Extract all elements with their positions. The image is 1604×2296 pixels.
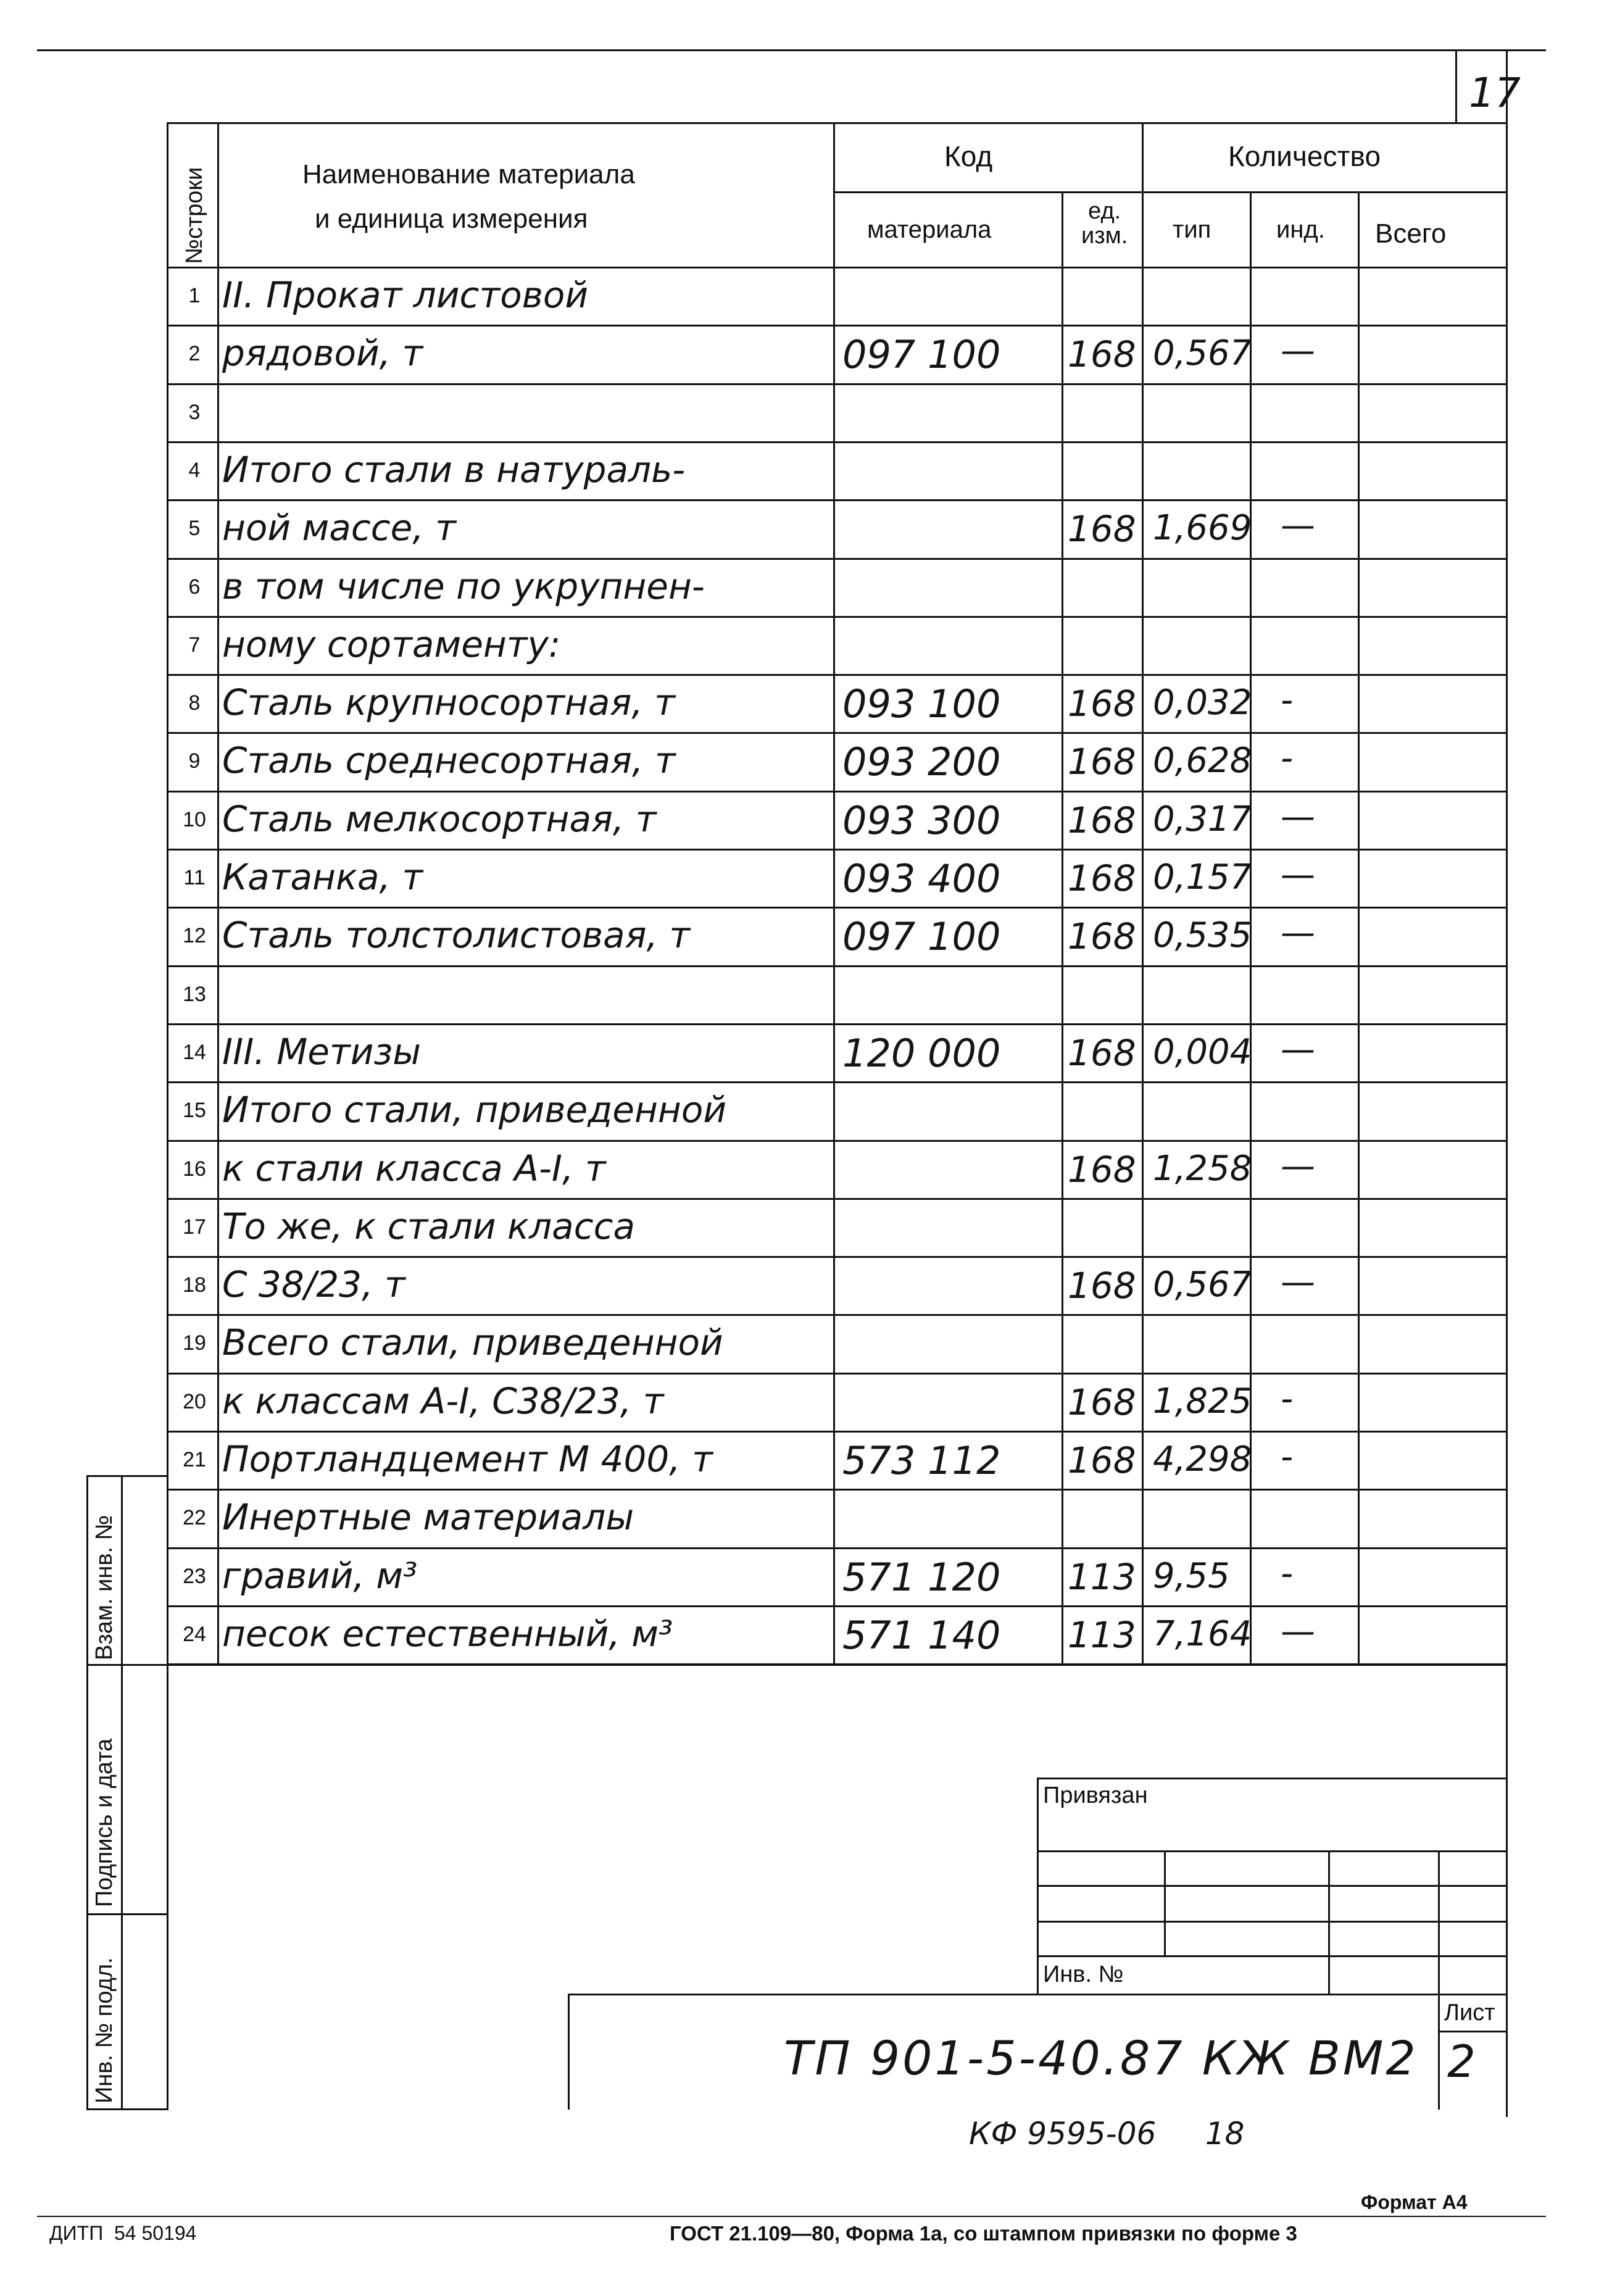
- unit-code: 168: [1068, 333, 1136, 376]
- material-name: ной массе, т: [222, 507, 456, 549]
- row-line: [167, 441, 1508, 443]
- quantity-type: 0,317: [1153, 799, 1252, 839]
- unit-code: 168: [1068, 1148, 1136, 1191]
- stamp-grid-line1: [1037, 1850, 1508, 1852]
- unit-code: 168: [1068, 683, 1136, 725]
- unit-code: 168: [1068, 915, 1136, 958]
- row-line: [167, 558, 1508, 560]
- row-line: [167, 325, 1508, 327]
- quantity-type: 4,298: [1153, 1439, 1252, 1479]
- row-line: [167, 1023, 1508, 1025]
- unit-code: 168: [1068, 1265, 1136, 1307]
- unit-code: 168: [1068, 508, 1136, 551]
- material-name: Итого стали, приведенной: [222, 1089, 727, 1131]
- row-line: [167, 1198, 1508, 1200]
- material-name: Портландцемент М 400, т: [222, 1438, 713, 1480]
- row-number: 4: [188, 458, 201, 482]
- row-number: 7: [188, 633, 201, 657]
- material-name: Инертные материалы: [222, 1496, 634, 1539]
- material-name: Всего стали, приведенной: [222, 1321, 723, 1364]
- footer-format: Формат А4: [1361, 2191, 1468, 2213]
- header-name-line2: и единица измерения: [315, 204, 588, 234]
- row-number: 10: [183, 807, 206, 831]
- quantity-ind: —: [1281, 1611, 1315, 1652]
- quantity-type: 7,164: [1153, 1613, 1252, 1654]
- material-name: III. Метизы: [222, 1030, 422, 1073]
- quantity-type: 0,032: [1153, 683, 1252, 723]
- material-code: 571 120: [842, 1554, 1001, 1600]
- stamp-grid-vline3: [1438, 1850, 1440, 2110]
- unit-code: 168: [1068, 741, 1136, 783]
- material-code: 573 112: [842, 1438, 1001, 1483]
- row-number: 24: [183, 1622, 206, 1646]
- stamp-designation-top: [568, 1994, 1508, 1995]
- stamp-privyazan-top: [1037, 1778, 1508, 1779]
- top-border-line: [37, 49, 1546, 51]
- row-number: 14: [183, 1040, 206, 1064]
- stamp-grid-vline2: [1328, 1850, 1330, 1994]
- material-name: То же, к стали класса: [222, 1205, 636, 1247]
- unit-code: 113: [1068, 1555, 1136, 1598]
- header-code: Код: [944, 140, 993, 172]
- unit-code: 168: [1068, 1381, 1136, 1423]
- col-line-rowno: [217, 122, 219, 1665]
- quantity-type: 0,628: [1153, 741, 1252, 781]
- material-name: С 38/23, т: [222, 1263, 405, 1306]
- row-line: [167, 849, 1508, 851]
- stamp-inv-no: Инв. №: [1043, 1961, 1124, 1987]
- row-number: 18: [183, 1273, 206, 1297]
- quantity-ind: —: [1281, 505, 1315, 546]
- row-line: [167, 1605, 1508, 1607]
- header-qty-total: Всего: [1375, 218, 1447, 249]
- unit-code: 113: [1068, 1613, 1136, 1656]
- footer-left: ДИТП 54 50194: [49, 2222, 197, 2244]
- material-name: рядовой, т: [222, 332, 423, 375]
- row-line: [167, 1140, 1508, 1142]
- material-name: Сталь мелкосортная, т: [222, 797, 657, 840]
- material-code: 093 300: [842, 797, 1001, 843]
- header-row-no: №строки: [181, 167, 207, 264]
- material-code: 097 100: [842, 332, 1001, 378]
- row-number: 22: [183, 1506, 206, 1530]
- header-code-material: материала: [867, 216, 992, 243]
- side-strip-sep1: [86, 1664, 168, 1666]
- row-number: 3: [188, 400, 201, 424]
- stamp-privyazan: Привязан: [1043, 1782, 1148, 1808]
- row-line: [167, 791, 1508, 792]
- row-number: 8: [188, 691, 201, 715]
- header-quantity: Количество: [1228, 140, 1381, 172]
- row-number: 5: [188, 517, 201, 541]
- row-line: [167, 1081, 1508, 1083]
- row-line: [167, 674, 1508, 676]
- quantity-ind: -: [1281, 1378, 1294, 1419]
- row-line: [167, 732, 1508, 734]
- unit-code: 168: [1068, 1439, 1136, 1481]
- quantity-ind: -: [1281, 1437, 1294, 1477]
- stamp-designation: ТП 901-5-40.87 КЖ ВМ2: [784, 2031, 1418, 2086]
- row-number: 17: [183, 1215, 206, 1239]
- material-name: II. Прокат листовой: [222, 274, 589, 316]
- row-number: 16: [183, 1157, 206, 1181]
- header-code-unit-line1: ед.: [1088, 198, 1121, 224]
- side-label-vzam: Взам. инв. №: [91, 1515, 117, 1660]
- row-number: 2: [188, 342, 201, 366]
- side-strip-top: [86, 1475, 168, 1477]
- col-line-name: [833, 122, 835, 1665]
- table-bottom-line: [167, 1664, 1508, 1666]
- side-label-inv-podl: Инв. № подл.: [91, 1957, 117, 2103]
- row-number: 21: [183, 1448, 206, 1471]
- material-name: ному сортаменту:: [222, 623, 561, 665]
- stamp-designation-left: [568, 1994, 570, 2110]
- side-label-podpis: Подпись и дата: [91, 1738, 117, 1907]
- material-name: Сталь толстолистовая, т: [222, 914, 691, 957]
- material-name: гравий, м³: [222, 1554, 418, 1597]
- quantity-ind: —: [1281, 913, 1315, 954]
- footer-rule: [37, 2216, 1546, 2217]
- quantity-ind: -: [1281, 738, 1294, 779]
- quantity-type: 0,567: [1153, 333, 1252, 374]
- col-line-ind: [1358, 191, 1360, 1665]
- unit-code: 168: [1068, 1031, 1136, 1074]
- row-number: 15: [183, 1099, 206, 1123]
- row-number: 13: [183, 982, 206, 1006]
- unit-code: 168: [1068, 799, 1136, 841]
- material-code: 097 100: [842, 914, 1001, 960]
- header-code-unit-line2: изм.: [1081, 223, 1128, 249]
- row-line: [167, 499, 1508, 501]
- row-line: [167, 907, 1508, 909]
- material-name: Итого стали в натураль-: [222, 448, 686, 491]
- quantity-type: 1,825: [1153, 1381, 1252, 1421]
- quantity-ind: —: [1281, 331, 1315, 372]
- row-line: [167, 1256, 1508, 1258]
- header-name-line1: Наименование материала: [302, 159, 635, 189]
- material-name: Сталь среднесортная, т: [222, 739, 676, 782]
- row-number: 9: [188, 749, 201, 773]
- quantity-ind: —: [1281, 855, 1315, 895]
- header-mid-line: [833, 191, 1508, 193]
- row-number: 1: [188, 284, 201, 307]
- row-line: [167, 965, 1508, 967]
- quantity-type: 1,258: [1153, 1148, 1252, 1189]
- unit-code: 168: [1068, 857, 1136, 899]
- material-code: 093 400: [842, 856, 1001, 901]
- quantity-ind: —: [1281, 1146, 1315, 1186]
- row-line: [167, 1547, 1508, 1549]
- quantity-type: 9,55: [1153, 1555, 1230, 1596]
- stamp-list-label: Лист: [1444, 2000, 1495, 2026]
- quantity-ind: -: [1281, 1553, 1294, 1594]
- row-line: [167, 383, 1508, 385]
- material-name: Сталь крупносортная, т: [222, 681, 676, 724]
- quantity-ind: —: [1281, 1029, 1315, 1070]
- side-strip-left: [86, 1475, 88, 2110]
- stamp-grid-vline1: [1164, 1850, 1166, 1955]
- page-number-box-left: [1455, 49, 1457, 123]
- row-line: [167, 616, 1508, 618]
- material-code: 093 200: [842, 739, 1001, 785]
- material-name: песок естественный, м³: [222, 1612, 673, 1655]
- footer-gost: ГОСТ 21.109—80, Форма 1а, со штампом привязки по форме 3: [670, 2222, 1297, 2245]
- page-number: 17: [1469, 69, 1521, 117]
- side-strip-bottom: [86, 2108, 168, 2110]
- table-top-border: [167, 122, 1508, 124]
- quantity-type: 0,004: [1153, 1031, 1252, 1072]
- quantity-ind: —: [1281, 796, 1315, 837]
- row-line: [167, 1314, 1508, 1316]
- header-code-unit: [1081, 199, 1128, 248]
- col-line-code-material: [1062, 191, 1063, 1665]
- material-code: 093 100: [842, 681, 1001, 727]
- table-left-border: [167, 122, 168, 2110]
- stamp-list-sep: [1438, 2031, 1508, 2032]
- side-strip-sep2: [86, 1913, 168, 1915]
- row-line: [167, 1431, 1508, 1433]
- side-strip-right: [121, 1475, 123, 2110]
- material-name: к классам А-I, С38/23, т: [222, 1379, 664, 1422]
- header-qty-ind: инд.: [1276, 216, 1325, 243]
- material-code: 571 140: [842, 1612, 1001, 1658]
- row-number: 6: [188, 575, 201, 599]
- quantity-type: 1,669: [1153, 508, 1252, 549]
- stamp-grid-line3: [1037, 1921, 1508, 1923]
- header-qty-type: тип: [1173, 216, 1211, 243]
- quantity-type: 0,157: [1153, 857, 1252, 897]
- quantity-ind: -: [1281, 680, 1294, 721]
- material-name: в том числе по укрупнен-: [222, 565, 705, 607]
- header-bottom-line: [167, 267, 1508, 268]
- material-name: Катанка, т: [222, 856, 423, 898]
- stamp-sheet-number: 2: [1447, 2036, 1476, 2087]
- quantity-type: 0,535: [1153, 915, 1252, 956]
- col-line-code: [1142, 122, 1144, 1665]
- quantity-ind: —: [1281, 1262, 1315, 1303]
- stamp-grid-line4: [1037, 1955, 1508, 1957]
- material-code: 120 000: [842, 1030, 1001, 1076]
- stamp-grid-line2: [1037, 1885, 1508, 1887]
- row-number: 19: [183, 1331, 206, 1355]
- row-number: 12: [183, 924, 206, 948]
- row-line: [167, 1489, 1508, 1491]
- row-line: [167, 1373, 1508, 1375]
- row-number: 20: [183, 1389, 206, 1413]
- row-number: 23: [183, 1564, 206, 1588]
- hand-note: КФ 9595-06 18: [969, 2116, 1245, 2152]
- material-name: к стали класса А-I, т: [222, 1147, 606, 1189]
- quantity-type: 0,567: [1153, 1265, 1252, 1305]
- row-number: 11: [183, 866, 206, 889]
